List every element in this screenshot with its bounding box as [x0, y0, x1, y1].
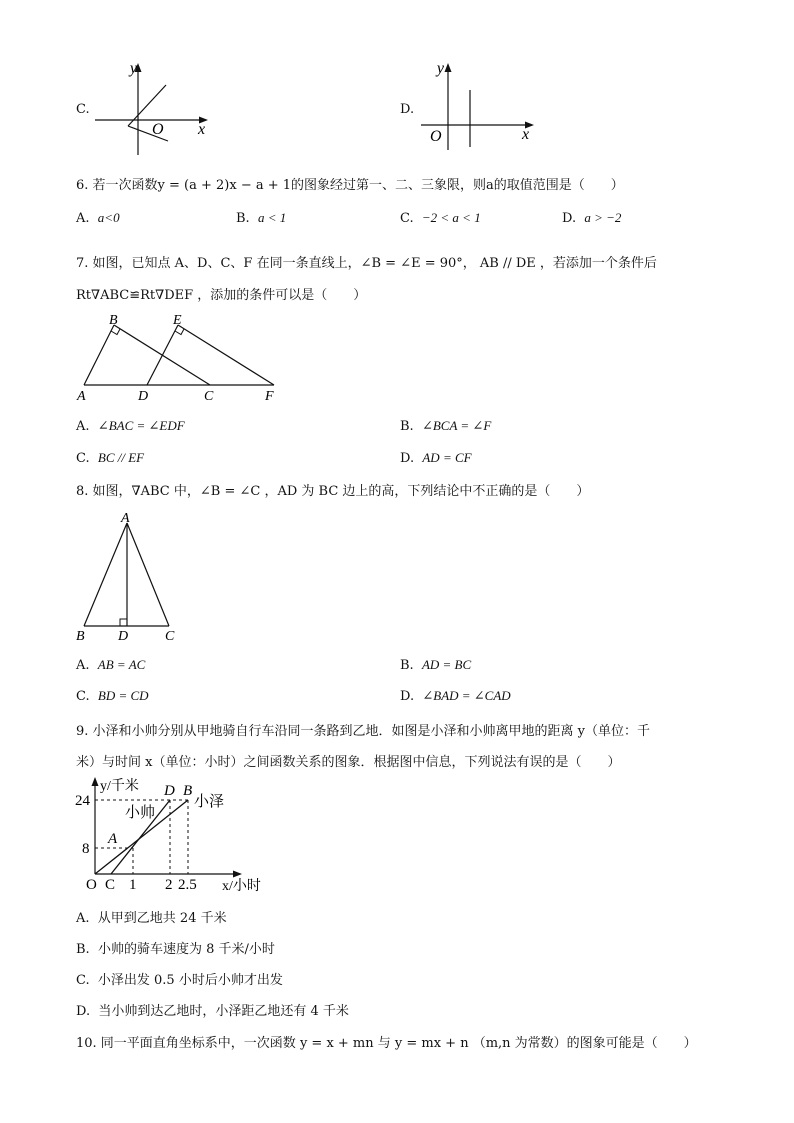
x-tick-2: 2: [165, 877, 173, 893]
q7-stem-line2: Rt∇ABC≌Rt∇DEF ，添加的条件可以是（ ）: [76, 288, 367, 303]
y-axis-label: y/千米: [100, 779, 139, 794]
x-axis-label: x/小时: [222, 879, 261, 894]
option-c-graph: [90, 55, 215, 160]
q7-option-b: B. ∠BCA = ∠F: [400, 418, 492, 434]
point-e-label: E: [173, 313, 182, 328]
point-b-label: B: [109, 313, 118, 328]
q8-option-d: D. ∠BAD = ∠CAD: [400, 688, 511, 704]
q6-stem: 6. 若一次函数y = (a + 2)x − a + 1的图象经过第一、二、三象限，则a的取值范围是（ ）: [76, 178, 624, 193]
x-tick-origin: O: [86, 877, 97, 893]
x-tick-2-5: 2.5: [178, 877, 197, 893]
x-tick-c: C: [105, 877, 116, 893]
point-a-label: A: [121, 511, 130, 526]
point-d-label: D: [118, 629, 129, 644]
q7-option-d: D. AD = CF: [400, 450, 472, 466]
q6-option-a: A. a<0: [76, 210, 120, 226]
x-tick-1: 1: [129, 877, 137, 893]
point-b-label: B: [76, 629, 85, 644]
origin-label: O: [430, 128, 442, 145]
y-tick-8: 8: [82, 841, 90, 857]
q6-option-d: D. a > −2: [562, 210, 622, 226]
q6-option-c: C. −2 < a < 1: [400, 210, 481, 226]
point-c-label: C: [165, 629, 175, 644]
origin-label: O: [152, 121, 164, 138]
line-label-xiaoze: 小泽: [194, 794, 225, 810]
option-c-label: C.: [76, 102, 90, 117]
q7-option-a: A. ∠BAC = ∠EDF: [76, 418, 185, 434]
point-d-label: D: [138, 389, 149, 404]
axis-x-label: x: [522, 126, 530, 143]
point-c-label: C: [204, 389, 214, 404]
option-d-label: D.: [400, 102, 415, 117]
q9-stem-line2: 米）与时间 x（单位：小时）之间函数关系的图象．根据图中信息，下列说法有误的是（ ）: [76, 755, 621, 770]
point-d-label: D: [164, 783, 175, 799]
q8-stem: 8. 如图，∇ABC 中，∠B = ∠C ，AD 为 BC 边上的高，下列结论中不正确的是（ ）: [76, 484, 590, 499]
q9-option-b: B. 小帅的骑车速度为 8 千米/小时: [76, 942, 275, 957]
axis-x-label: x: [198, 121, 206, 138]
point-f-label: F: [265, 389, 274, 404]
line-label-xiaoshuai: 小帅: [125, 805, 156, 821]
q7-option-c: C. BC // EF: [76, 450, 145, 466]
axis-y-label: y: [436, 60, 444, 77]
q6-option-b: B. a < 1: [236, 210, 287, 226]
option-d-graph: [418, 55, 543, 155]
q7-figure: [74, 310, 289, 405]
q9-distance-time-graph: [70, 770, 290, 895]
q8-figure: [74, 508, 189, 643]
axis-y-label: y: [129, 60, 137, 77]
q7-stem-line1: 7. 如图，已知点 A、D、C、F 在同一条直线上，∠B = ∠E = 90°， AB // DE ，若添加一个条件后: [76, 256, 657, 271]
q9-option-a: A. 从甲到乙地共 24 千米: [76, 911, 227, 926]
q9-option-c: C. 小泽出发 0.5 小时后小帅才出发: [76, 973, 283, 988]
q9-stem-line1: 9. 小泽和小帅分别从甲地骑自行车沿同一条路到乙地．如图是小泽和小帅离甲地的距离 y（单位：千: [76, 724, 651, 739]
q8-option-c: C. BD = CD: [76, 688, 149, 704]
point-b-label: B: [183, 783, 193, 799]
q10-stem: 10. 同一平面直角坐标系中，一次函数 y = x + mn 与 y = mx + n （m,n 为常数）的图象可能是（ ）: [76, 1036, 697, 1051]
point-a-label: A: [108, 831, 118, 847]
y-tick-24: 24: [75, 793, 90, 809]
q8-option-b: B. AD = BC: [400, 657, 472, 673]
q9-option-d: D. 当小帅到达乙地时，小泽距乙地还有 4 千米: [76, 1004, 349, 1019]
q8-option-a: A. AB = AC: [76, 657, 146, 673]
point-a-label: A: [77, 389, 86, 404]
